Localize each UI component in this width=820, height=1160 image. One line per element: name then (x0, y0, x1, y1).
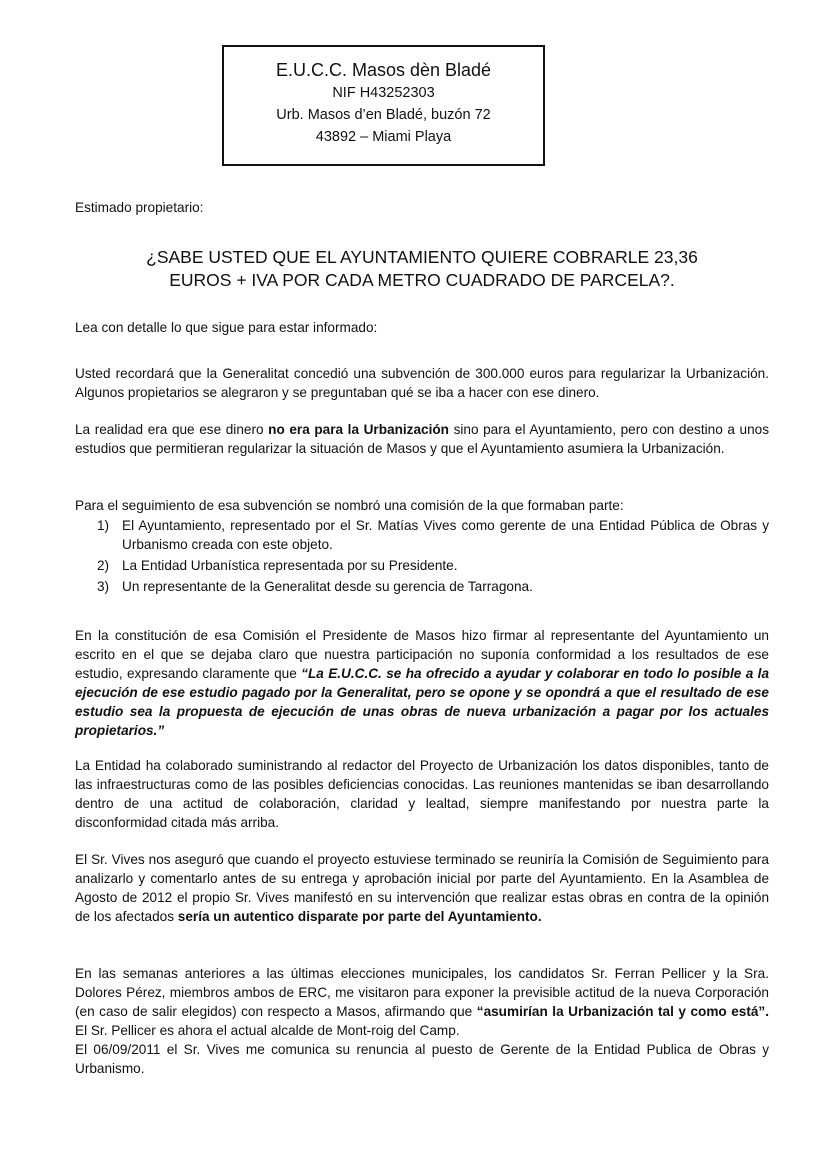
list-item-text: La Entidad Urbanística representada por su Presidente. (122, 558, 458, 573)
organization-address: Urb. Masos d’en Bladé, buzón 72 (276, 107, 491, 123)
paragraph-text: En la constitución de esa Comisión el Presidente de Masos hizo firmar al representante del Ayuntamiento un escrito en el que se dejaba claro que nuestra participación no suponía conformidad a los resultados de ese estudio, expresando claramente que (75, 628, 769, 681)
intro-paragraph: Lea con detalle lo que sigue para estar informado: (75, 320, 378, 335)
letterhead-box (222, 45, 545, 166)
headline (75, 246, 769, 292)
list-item-text: El Ayuntamiento, representado por el Sr. Matías Vives como gerente de una Entidad Pública de Obras y Urbanismo creada con este objeto. (122, 518, 769, 552)
organization-nif: NIF H43252303 (332, 85, 435, 101)
list-number: 1) (97, 518, 110, 533)
paragraph-text: El Sr. Vives nos aseguró que cuando el proyecto estuviese terminado se reuniría la Comisión de Seguimiento para analizarlo y comentarlo antes de su entrega y aprobación inicial por parte del Ayuntamiento. En la Asamblea de Agosto de 2012 el propio Sr. Vives manifestó en su intervención que realizar estas obras en contra de la opinión de los afectados (75, 852, 769, 924)
emphasis-text: no era para la Urbanización (268, 422, 449, 437)
paragraph-subsidy: Usted recordará que la Generalitat concedió una subvención de 300.000 euros para regularizar la Urbanización. Algunos propietarios se alegraron y se preguntaban qué se iba a hacer con ese dinero. (75, 366, 769, 400)
paragraph-constitution (75, 626, 769, 740)
paragraph-text: La realidad era que ese dinero (75, 422, 269, 437)
commission-members-list (75, 516, 769, 598)
paragraph-text: En las semanas anteriores a las últimas elecciones municipales, los candidatos Sr. Ferran Pellicer y la Sra. Dolores Pérez, miembros ambos de ERC, me visitaron para exponer la previsible actitud de la nueva Corporación (en caso de salir elegidos) con respecto a Masos, afirmando que (75, 966, 769, 1019)
list-item (75, 556, 769, 575)
emphasis-text: sería un autentico disparate por parte del Ayuntamiento. (177, 909, 542, 924)
organization-name: E.U.C.C. Masos dèn Bladé (275, 60, 492, 80)
paragraph-resignation: El 06/09/2011 el Sr. Vives me comunica su renuncia al puesto de Gerente de la Entidad Publica de Obras y Urbanismo. (75, 1042, 769, 1076)
emphasis-text: “asumirían la Urbanización tal y como está”. (476, 1004, 769, 1019)
paragraph-vives-assurance (75, 850, 769, 926)
paragraph-text: El Sr. Pellicer es ahora el actual alcalde de Mont-roig del Camp. (75, 1023, 460, 1038)
organization-city: 43892 – Miami Playa (315, 129, 452, 145)
paragraph-text: sino para el Ayuntamiento, pero con destino a unos estudios que permitieran regularizar la situación de Masos y que el Ayuntamiento asumiera la Urbanización. (75, 422, 770, 456)
quoted-statement: “La E.U.C.C. se ha ofrecido a ayudar y colaborar en todo lo posible a la ejecución de ese estudio pagado por la Generalitat, pero se opone y se opondrá a que el resultado de ese estudio sea la propuesta de ejecución de unas obras de nueva urbanización a pagar por los actuales propietarios.” (75, 666, 770, 738)
paragraph-reality (75, 420, 769, 458)
list-number: 2) (97, 558, 110, 573)
headline-line-1: ¿SABE USTED QUE EL AYUNTAMIENTO QUIERE COBRARLE 23,36 (146, 247, 698, 267)
list-item-text: Un representante de la Generalitat desde su gerencia de Tarragona. (122, 579, 533, 594)
paragraph-commission: Para el seguimiento de esa subvención se nombró una comisión de la que formaban parte: (75, 498, 624, 513)
paragraph-collaboration: La Entidad ha colaborado suministrando al redactor del Proyecto de Urbanización los datos disponibles, tanto de las infraestructuras como de las posibles deficiencias conocidas. Las reuniones mantenidas se iban desarrollando dentro de una actitud de colaboración, claridad y lealtad, siempre manifestando por nuestra parte la disconformidad citada más arriba. (75, 758, 769, 830)
headline-line-2: EUROS + IVA POR CADA METRO CUADRADO DE PARCELA?. (169, 270, 675, 290)
paragraph-elections (75, 964, 769, 1040)
list-item (75, 516, 769, 554)
list-number: 3) (97, 579, 110, 594)
greeting: Estimado propietario: (75, 200, 204, 215)
list-item (75, 577, 769, 596)
